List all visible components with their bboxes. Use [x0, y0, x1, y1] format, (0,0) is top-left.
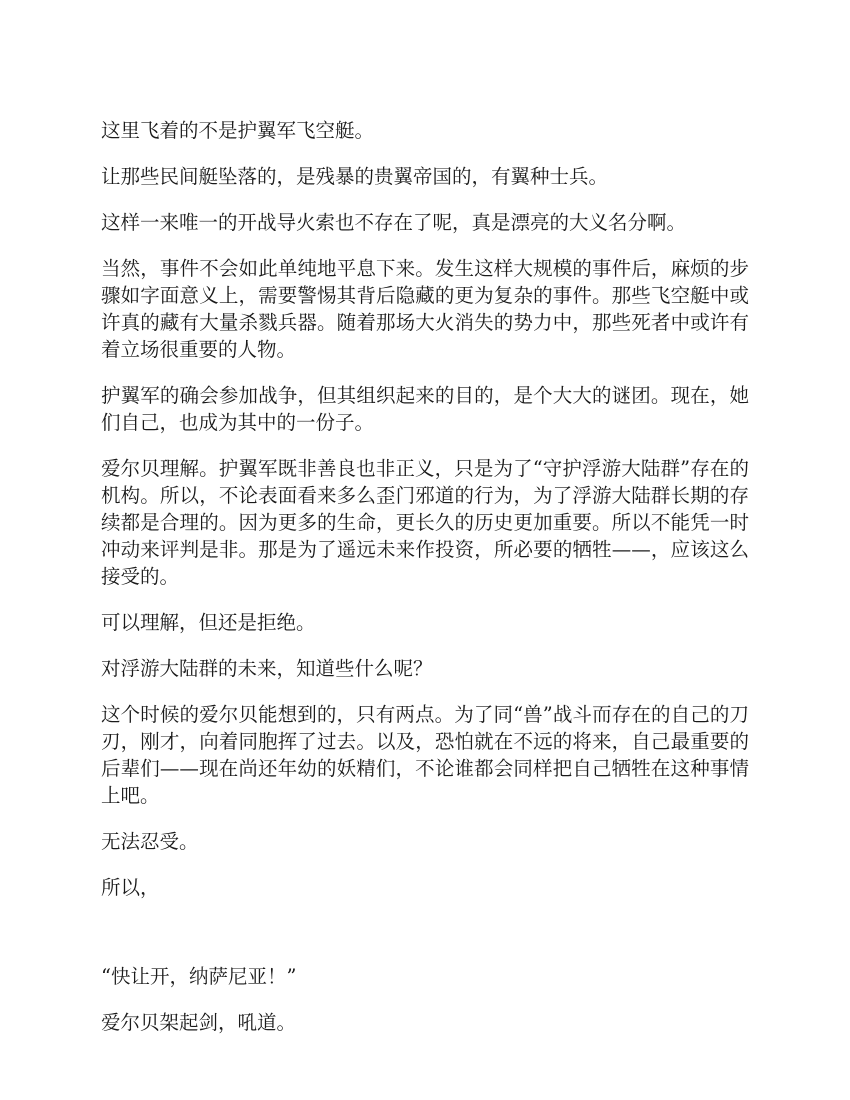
- paragraph: 护翼军的确会参加战争，但其组织起来的目的，是个大大的谜团。现在，她们自己，也成为其中的一份子。: [101, 384, 749, 434]
- paragraph: 可以理解，但还是拒绝。: [101, 611, 316, 634]
- paragraph: 爱尔贝理解。护翼军既非善良也非正义，只是为了“守护浮游大陆群”存在的机构。所以，不论表面看来多么歪门邪道的行为，为了浮游大陆群长期的存续都是合理的。因为更多的生命，更长久的历史更加重要。所以不能凭一时冲动来评判是非。那是为了遥远未来作投资，所必要的牺牲——，应该这么接受的。: [101, 457, 749, 588]
- paragraph: 爱尔贝架起剑，吼道。: [101, 1011, 297, 1034]
- paragraph: 这样一来唯一的开战导火索也不存在了呢，真是漂亮的大义名分啊。: [101, 211, 687, 234]
- paragraph: 对浮游大陆群的未来，知道些什么呢？: [101, 657, 433, 680]
- document-body: [101, 117, 749, 1055]
- paragraph: 所以，: [101, 876, 160, 899]
- paragraph: 让那些民间艇坠落的，是残暴的贵翼帝国的，有翼种士兵。: [101, 165, 609, 188]
- paragraph: 无法忍受。: [101, 830, 199, 853]
- paragraph: 这个时候的爱尔贝能想到的，只有两点。为了同“兽”战斗而存在的自己的刀刃，刚才，向着同胞挥了过去。以及，恐怕就在不远的将来，自己最重要的后辈们——现在尚还年幼的妖精们，不论谁都会同样把自己牺牲在这种事情上吧。: [101, 703, 749, 807]
- paragraph: 这里飞着的不是护翼军飞空艇。: [101, 119, 375, 142]
- dialogue-line: “快让开，纳萨尼亚！”: [101, 965, 297, 988]
- paragraph: 当然，事件不会如此单纯地平息下来。发生这样大规模的事件后，麻烦的步骤如字面意义上，需要警惕其背后隐藏的更为复杂的事件。那些飞空艇中或许真的藏有大量杀戮兵器。随着那场大火消失的势力中，那些死者中或许有着立场很重要的人物。: [101, 257, 749, 361]
